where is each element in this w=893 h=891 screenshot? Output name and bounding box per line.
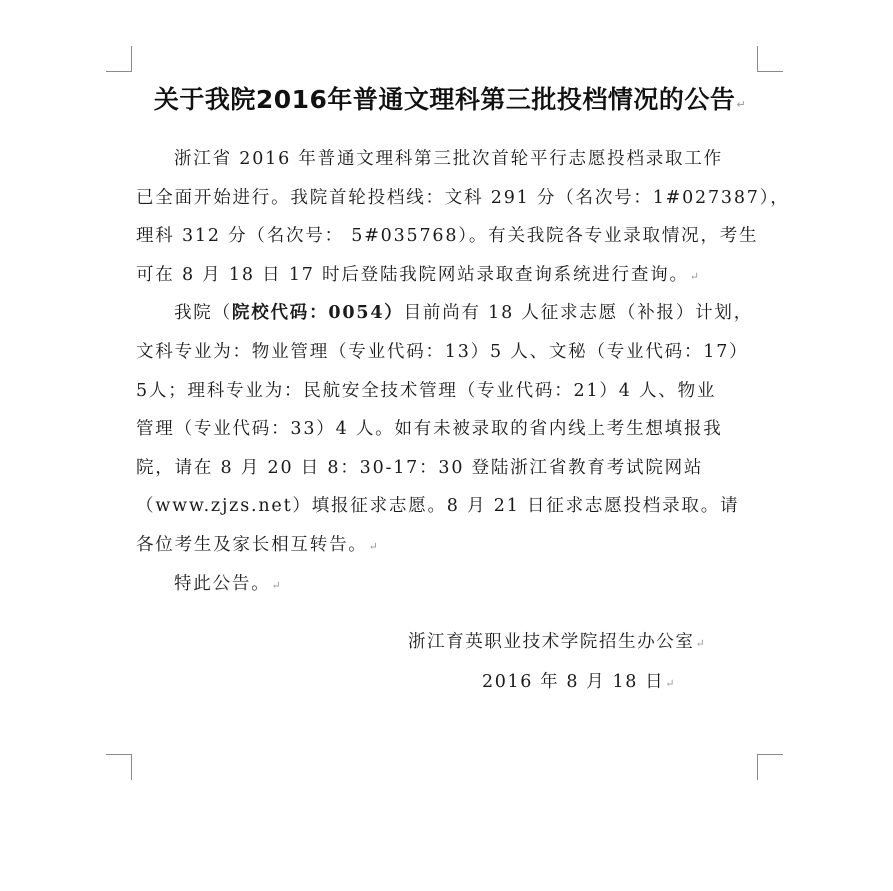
p2-line-6-pre: （: [136, 496, 156, 517]
paragraph-mark-icon: ↵: [368, 539, 380, 553]
paragraph-mark-icon: ↵: [695, 637, 707, 650]
p1-line-1: 浙江省 2016 年普通文理科第三批次首轮平行志愿投档录取工作: [174, 149, 723, 169]
signature: [408, 628, 706, 653]
p1-line-3: 理科 312 分（名次号： 5#035768）。有关我院各专业录取情况，考生: [136, 226, 759, 247]
p2-line-4: 管理（专业代码：33）4 人。如有未被录取的省内线上考生想填报我: [136, 419, 723, 440]
p2-line-2: 文科专业为：物业管理（专业代码：13）5 人、文秘（专业代码：17）: [136, 341, 749, 362]
signature-text: 浙江育英职业技术学院招生办公室: [408, 632, 695, 652]
margin-mark-bottom-right: [757, 754, 783, 780]
p3-line-1: [136, 565, 756, 604]
p1-line-4: [136, 256, 756, 295]
p2-line-6: [136, 487, 756, 526]
college-code: 院校代码：0054）: [231, 303, 404, 324]
document-title: [130, 80, 770, 116]
p2-line-1: [136, 294, 756, 333]
title-text: 关于我院2016年普通文理科第三批投档情况的公告: [153, 85, 736, 114]
paragraph-mark-icon: ↵: [736, 98, 747, 111]
p2-line-3: 5人；理科专业为：民航安全技术管理（专业代码：21）4 人、物业: [136, 380, 717, 401]
margin-mark-bottom-left: [106, 754, 132, 780]
p2-line-6-post: ）填报征求志愿。8 月 21 日征求志愿投档录取。请: [292, 496, 740, 517]
p2-line-7: [136, 526, 756, 565]
paragraph-mark-icon: ↵: [689, 269, 701, 283]
p2-line-1-pre: 我院（: [174, 303, 232, 324]
website-link[interactable]: www.zjzs.net: [155, 496, 293, 517]
p2-line-1-post: 目前尚有 18 人征求志愿（补报）计划，: [403, 303, 754, 324]
document-body: [136, 140, 790, 603]
p2-line-5: 院，请在 8 月 20 日 8：30-17：30 登陆浙江省教育考试院网站: [136, 457, 704, 478]
margin-mark-top-left: [106, 46, 132, 72]
p1-line-2: 已全面开始进行。我院首轮投档线：文科 291 分（名次号：1#027387），: [136, 187, 790, 208]
date-text: 2016 年 8 月 18 日: [482, 672, 665, 692]
paragraph-mark-icon: ↵: [271, 578, 283, 592]
paragraph-mark-icon: ↵: [665, 677, 677, 690]
p2-line-7-text: 各位考生及家长相互转告。: [136, 534, 368, 555]
closing-text: 特此公告。: [174, 573, 271, 594]
p1-line-4-text: 可在 8 月 18 日 17 时后登陆我院网站录取查询系统进行查询。: [136, 264, 689, 285]
margin-mark-top-right: [757, 46, 783, 72]
document-date: [482, 668, 676, 693]
